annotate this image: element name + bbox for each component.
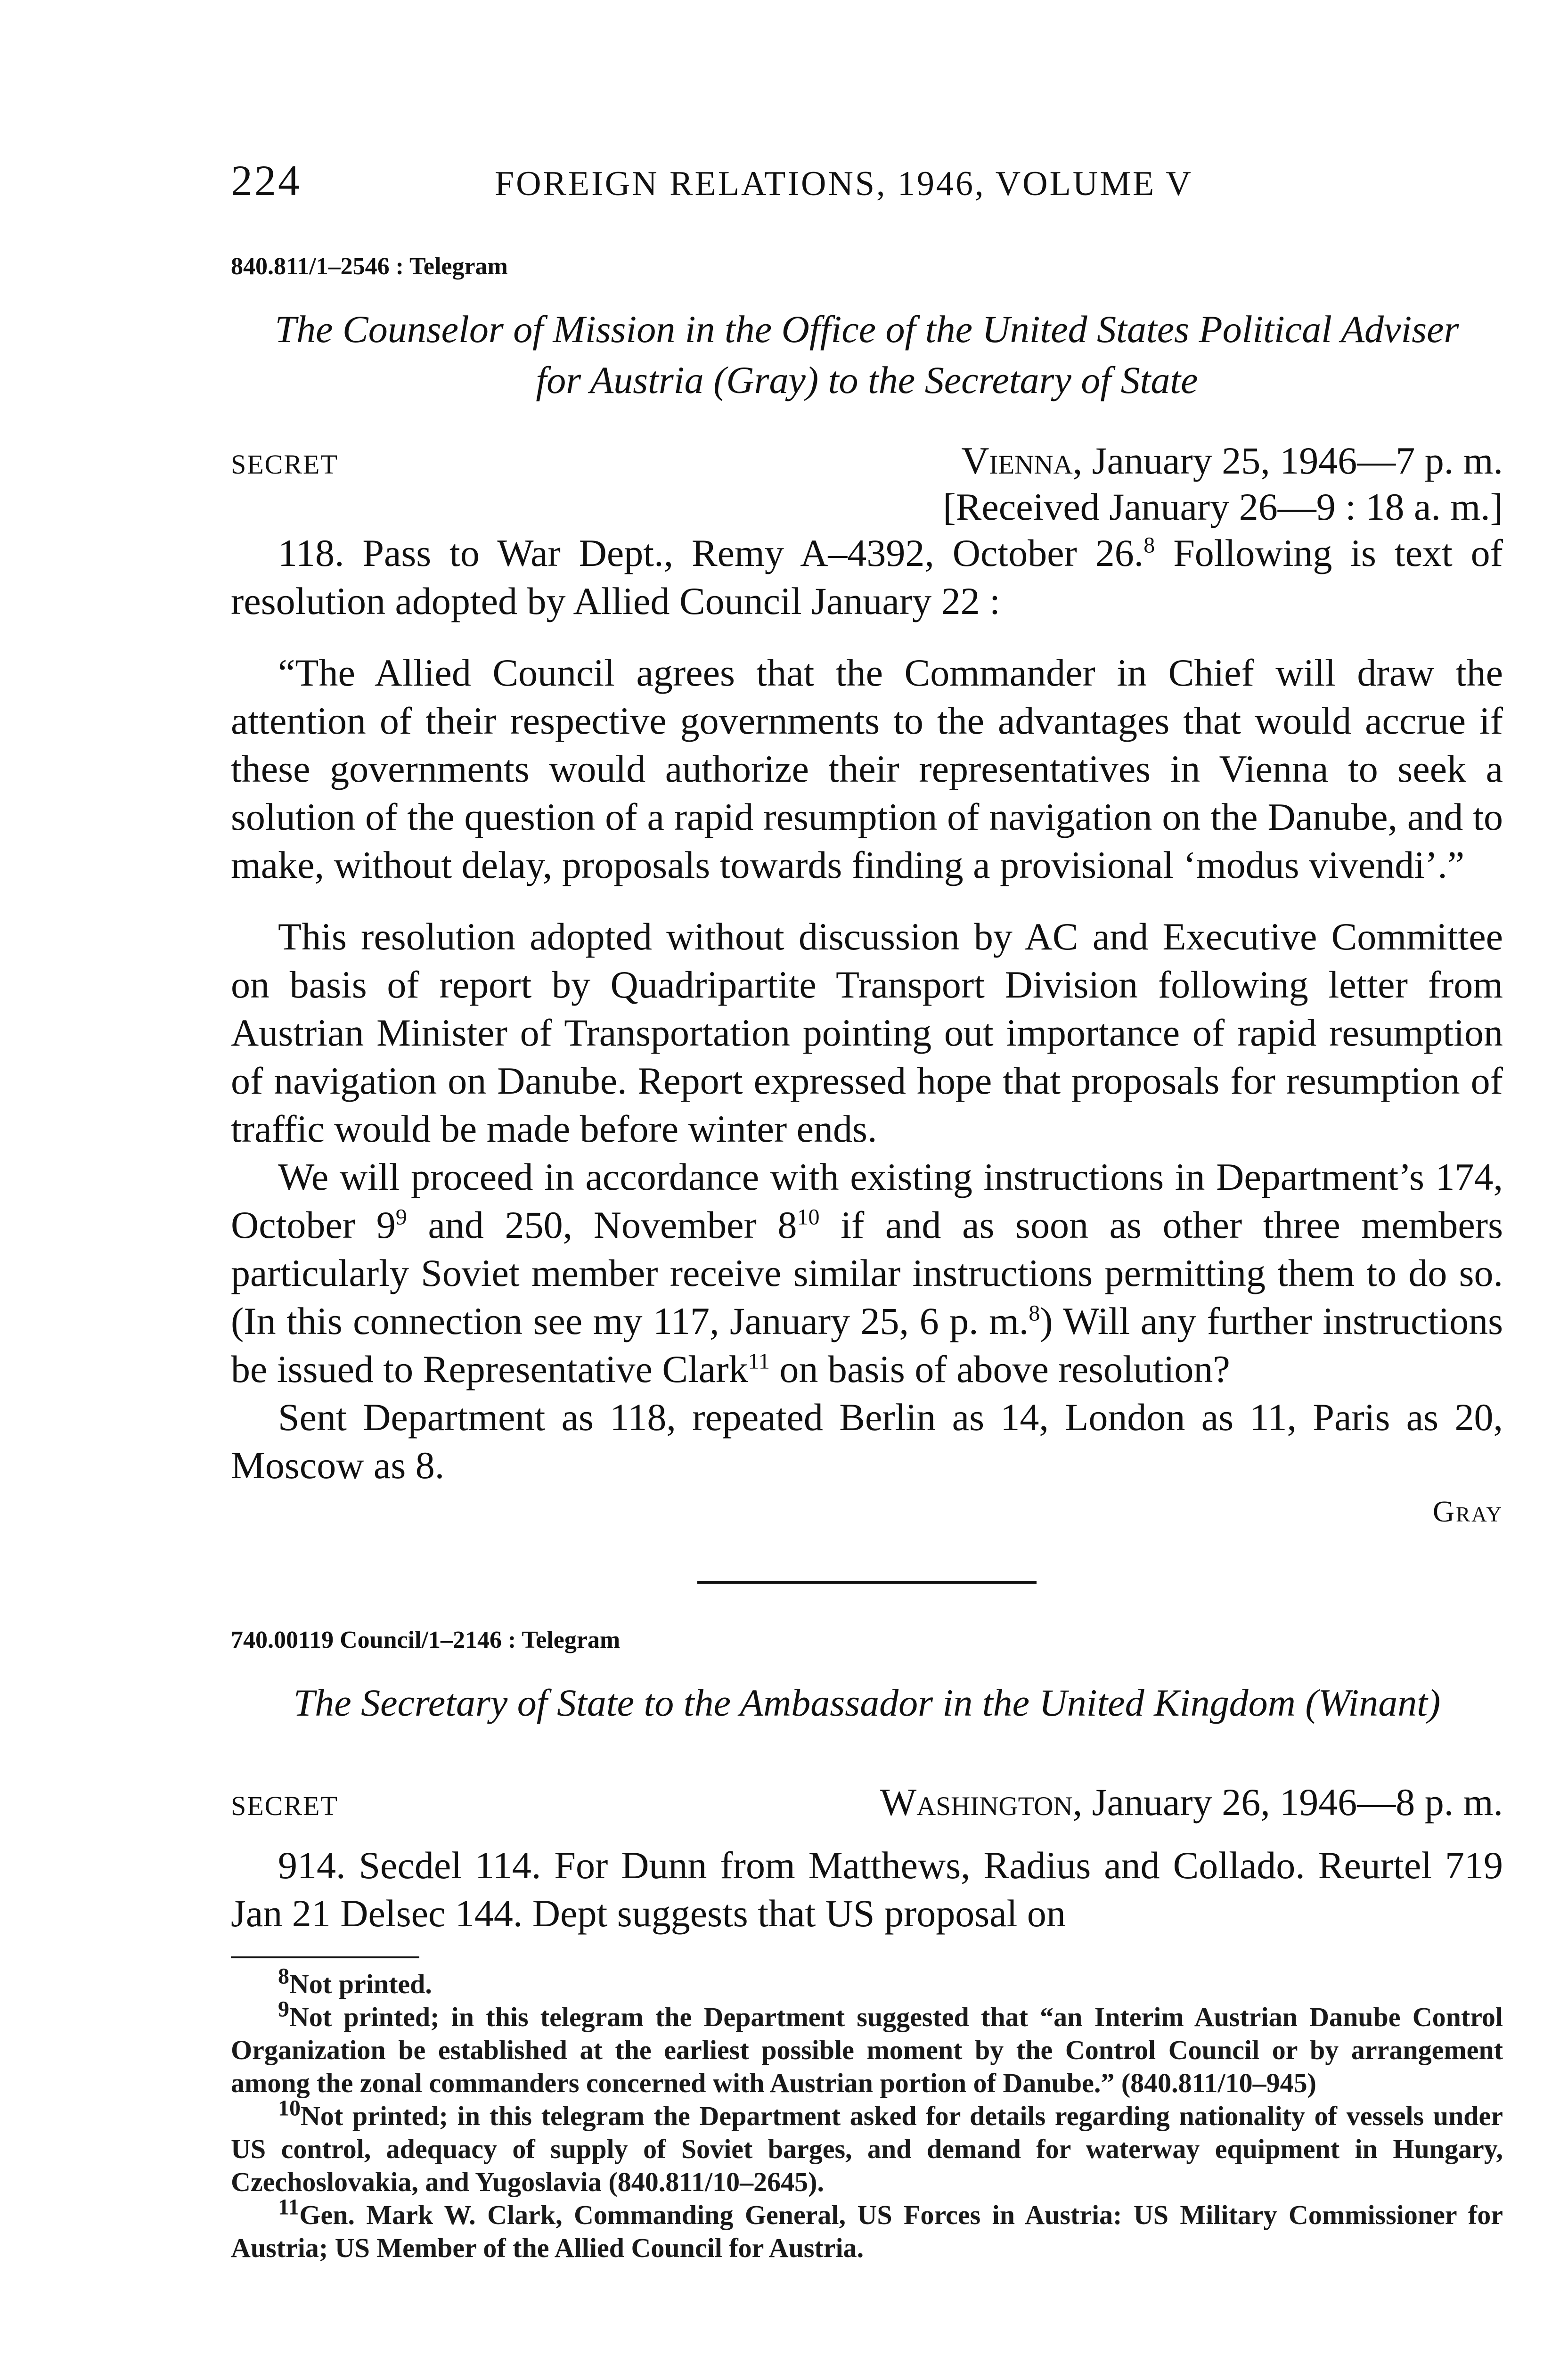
footnote-ref[interactable]: 8	[1029, 1301, 1040, 1326]
classification: SECRET	[231, 1791, 338, 1821]
running-head	[231, 155, 1503, 205]
paragraph: Sent Department as 118, repeated Berlin as 14, London as 11, Paris as 20, Moscow as 8.	[231, 1396, 1503, 1487]
quoted-resolution: “The Allied Council agrees that the Commander in Chief will draw the attention of their respective governments to the advantages that would accrue if these governments would authorize their representatives in Vienna to seek a solution of the question of a rapid resumption of navigation on the Danube, and to make, without delay, proposals towards finding a provisional ‘modus vivendi’.”	[231, 651, 1503, 886]
footnote	[231, 1963, 1503, 2001]
footnote-mark: 11	[278, 2194, 300, 2220]
paragraph	[231, 529, 1503, 625]
footnote-text: Not printed; in this telegram the Department suggested that “an Interim Austrian Danube Control Organization be established at the earliest possible moment by the Control Council or by arrangement among the zonal commanders concerned with Austrian portion of Danube.” (840.811/10–945)	[231, 2002, 1503, 2098]
footnote-text: Not printed.	[289, 1969, 432, 1999]
footnote	[231, 2095, 1503, 2199]
received-note: [Received January 26—9 : 18 a. m.]	[943, 485, 1503, 528]
footnote-text: Not printed; in this telegram the Department asked for details regarding nationality of vessels under US control, adequacy of supply of Soviet barges, and demand for waterway equipment in Hungary, Czechoslovakia, and Yugoslavia (840.811/10–2645).	[231, 2101, 1503, 2197]
dateline	[961, 439, 1503, 483]
telegram-header	[231, 1780, 1503, 1824]
running-title: FOREIGN RELATIONS, 1946, VOLUME V	[495, 164, 1193, 203]
footnote-divider	[231, 1956, 419, 1958]
paragraph: 914. Secdel 114. For Dunn from Matthews, Radius and Collado. Reurtel 719 Jan 21 Delsec 144. Dept suggests that US proposal on	[231, 1844, 1503, 1935]
file-number: 740.00119 Council/1–2146 : Telegram	[231, 1627, 621, 1653]
document-title: The Secretary of State to the Ambassador in the United Kingdom (Winant)	[293, 1681, 1441, 1724]
place: Vienna	[961, 439, 1073, 482]
paragraph: This resolution adopted without discussion by AC and Executive Committee on basis of report by Quadripartite Transport Division following letter from Austrian Minister of Transportation pointing out importance of rapid resumption of navigation on Danube. Report expressed hope that proposals for resumption of traffic would be made before winter ends.	[231, 915, 1503, 1150]
footnote-ref[interactable]: 11	[748, 1349, 770, 1374]
text-run: if and as soon as other three members particularly Soviet member receive similar instructions permitting them to do so. (In this connection see my 117, January 25, 6 p. m.	[231, 1203, 1503, 1342]
signature: Gray	[1432, 1495, 1503, 1528]
text-run: We will proceed in accordance with existing instructions in Department’s 174, October 9	[231, 1155, 1503, 1246]
date: , January 26, 1946—8 p. m.	[1072, 1781, 1503, 1824]
file-number: 840.811/1–2546 : Telegram	[231, 253, 508, 280]
dateline	[880, 1780, 1503, 1824]
footnotes	[231, 1963, 1503, 2265]
telegram-header	[231, 439, 1503, 483]
footnote	[231, 1996, 1503, 2100]
text-run: 118. Pass to War Dept., Remy A–4392, October 26.	[278, 532, 1144, 574]
text-run: ) Will any further instructions be issued to Representative Clark	[231, 1300, 1503, 1391]
footnote-mark: 10	[278, 2095, 301, 2121]
place: Washington	[880, 1781, 1073, 1824]
document-page	[231, 155, 1503, 2265]
text-run: and 250, November 8	[407, 1203, 797, 1246]
footnote-mark: 9	[278, 1996, 289, 2022]
document-title: The Counselor of Mission in the Office of the United States Political Adviser for Austria (Gray) to the Secretary of State	[275, 308, 1459, 401]
paragraph	[231, 1153, 1503, 1393]
footnote-ref[interactable]: 9	[395, 1204, 407, 1230]
text-run: Following is text of resolution adopted by Allied Council January 22 :	[231, 532, 1503, 622]
page-number: 224	[231, 156, 302, 205]
footnote-text: Gen. Mark W. Clark, Commanding General, US Forces in Austria: US Military Commissioner for Austria; US Member of the Allied Council for Austria.	[231, 2200, 1503, 2263]
footnote-mark: 8	[278, 1963, 289, 1989]
footnote	[231, 2194, 1503, 2265]
footnote-ref[interactable]: 8	[1143, 532, 1155, 558]
text-run: on basis of above resolution?	[769, 1348, 1230, 1391]
date: , January 25, 1946—7 p. m.	[1072, 439, 1503, 482]
section-divider	[697, 1581, 1037, 1584]
classification: SECRET	[231, 449, 338, 480]
footnote-ref[interactable]: 10	[797, 1204, 820, 1230]
